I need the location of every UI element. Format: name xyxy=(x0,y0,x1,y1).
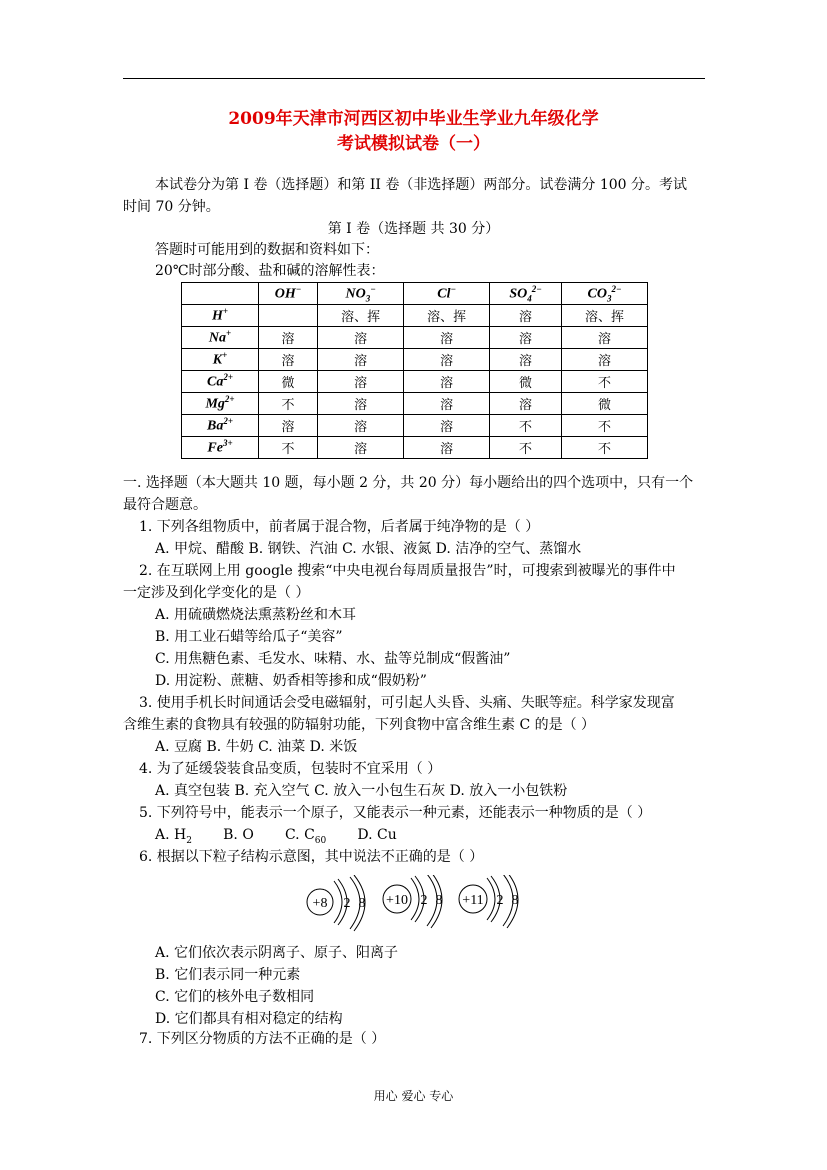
q5-options xyxy=(155,826,397,850)
q2-stem-1: 2. 在互联网上用 google 搜索“中央电视台每周质量报告”时，可搜索到被曝光的事件中 xyxy=(139,563,676,579)
table-cell: 溶 xyxy=(318,415,404,437)
table-cell: 溶 xyxy=(318,371,404,393)
atom-1-nucleus: +8 xyxy=(312,896,328,911)
column-header-anion: Cl− xyxy=(404,283,490,305)
table-cell: 溶 xyxy=(404,327,490,349)
intro-line-1: 本试卷分为第 I 卷（选择题）和第 II 卷（非选择题）两部分。试卷满分 100 分。考试 xyxy=(155,177,688,193)
column-header-anion: $NO_3^-$ xyxy=(318,283,404,305)
atom-2-shell-1: 2 xyxy=(420,893,428,908)
table-corner-cell xyxy=(182,283,259,305)
table-cell: 不 xyxy=(490,415,562,437)
row-header-cation: $Ba^{2+}$ xyxy=(182,415,259,437)
section1-line-1: 一. 选择题（本大题共 10 题，每小题 2 分，共 20 分）每小题给出的四个选项中，只有一个 xyxy=(123,475,694,491)
table-cell: 溶 xyxy=(561,349,647,371)
atom-1-shell-2: 8 xyxy=(358,896,366,911)
column-header-anion: $CO_3^{2-}$ xyxy=(561,283,647,305)
table-cell: 溶、挥 xyxy=(404,305,490,327)
table-row xyxy=(182,393,648,415)
table-cell: 溶 xyxy=(259,415,318,437)
atom-3-shell-1: 2 xyxy=(496,893,504,908)
table-cell: 溶、挥 xyxy=(318,305,404,327)
solubility-table xyxy=(181,282,648,459)
q6-option-d: D. 它们都具有相对稳定的结构 xyxy=(155,1011,343,1027)
table-row xyxy=(182,349,648,371)
q4-stem: 4. 为了延缓袋装食品变质，包装时不宜采用（ ） xyxy=(139,761,442,777)
page-subtitle: 考试模拟试卷（一） xyxy=(337,134,490,154)
table-caption: 20℃时部分酸、盐和碱的溶解性表： xyxy=(155,263,385,279)
atom-diagram-2 xyxy=(383,875,443,928)
row-header-cation: Na+ xyxy=(182,327,259,349)
table-cell: 溶 xyxy=(404,415,490,437)
table-cell: 溶 xyxy=(318,327,404,349)
table-cell: 不 xyxy=(490,437,562,459)
table-cell: 溶 xyxy=(404,371,490,393)
row-header-cation: K+ xyxy=(182,349,259,371)
q6-option-c: C. 它们的核外电子数相同 xyxy=(155,989,315,1005)
table-cell: 溶 xyxy=(404,349,490,371)
column-header-anion: $SO_4^{2-}$ xyxy=(490,283,562,305)
row-header-cation: $Ca^{2+}$ xyxy=(182,371,259,393)
table-cell: 溶 xyxy=(490,327,562,349)
table-row xyxy=(182,305,648,327)
table-cell: 溶 xyxy=(259,349,318,371)
q1-options: A. 甲烷、醋酸 B. 钢铁、汽油 C. 水银、液氮 D. 洁净的空气、蒸馏水 xyxy=(155,541,582,557)
table-row xyxy=(182,437,648,459)
q6-option-a: A. 它们依次表示阴离子、原子、阳离子 xyxy=(155,945,399,961)
q2-option-b: B. 用工业石蜡等给瓜子“美容” xyxy=(155,629,343,645)
table-row xyxy=(182,327,648,349)
table-cell xyxy=(259,305,318,327)
table-cell: 溶 xyxy=(490,393,562,415)
table-cell: 不 xyxy=(259,437,318,459)
atom-3-nucleus: +11 xyxy=(462,893,484,908)
atom-1-shell-1: 2 xyxy=(343,896,351,911)
atom-diagram-1 xyxy=(307,875,366,931)
q2-option-c: C. 用焦糖色素、毛发水、味精、水、盐等兑制成“假酱油” xyxy=(155,651,511,667)
q6-stem: 6. 根据以下粒子结构示意图，其中说法不正确的是（ ） xyxy=(139,849,484,865)
table-cell: 不 xyxy=(561,371,647,393)
atom-diagram-3 xyxy=(459,875,519,928)
table-cell: 微 xyxy=(259,371,318,393)
row-header-cation: H+ xyxy=(182,305,259,327)
section1-line-2: 最符合题意。 xyxy=(123,497,207,513)
table-row xyxy=(182,415,648,437)
table-cell: 溶 xyxy=(561,327,647,349)
part1-heading: 第 I 卷（选择题 共 30 分） xyxy=(327,221,500,237)
q5-option-c: C. $C_{60}$ xyxy=(284,827,327,846)
atom-2-shell-2: 8 xyxy=(435,893,443,908)
table-cell: 不 xyxy=(259,393,318,415)
q5-option-d: D. Cu xyxy=(357,827,397,843)
q6-option-b: B. 它们表示同一种元素 xyxy=(155,967,301,983)
q5-option-a: A. $H_2$ xyxy=(155,827,192,846)
q5-option-b: B. O xyxy=(223,827,254,843)
table-header-row xyxy=(182,283,648,305)
column-header-anion: OH− xyxy=(259,283,318,305)
table-cell: 不 xyxy=(561,415,647,437)
table-cell: 溶 xyxy=(490,305,562,327)
table-cell: 溶 xyxy=(490,349,562,371)
atomic-structure-diagrams xyxy=(300,875,540,935)
q2-option-d: D. 用淀粉、蔗糖、奶香相等掺和成“假奶粉” xyxy=(155,673,427,689)
page-title: 2009年天津市河西区初中毕业生学业九年级化学 xyxy=(228,109,599,129)
table-cell: 微 xyxy=(490,371,562,393)
page-footer: 用心 爱心 专心 xyxy=(373,1089,454,1103)
q4-options: A. 真空包装 B. 充入空气 C. 放入一小包生石灰 D. 放入一小包铁粉 xyxy=(155,783,568,799)
table-cell: 微 xyxy=(561,393,647,415)
table-cell: 不 xyxy=(561,437,647,459)
q1-stem: 1. 下列各组物质中，前者属于混合物，后者属于纯净物的是（ ） xyxy=(139,519,540,535)
data-note: 答题时可能用到的数据和资料如下： xyxy=(155,242,379,258)
table-cell: 溶、挥 xyxy=(561,305,647,327)
table-cell: 溶 xyxy=(318,437,404,459)
q3-stem-2: 含维生素的食物具有较强的防辐射功能，下列食物中富含维生素 C 的是（ ） xyxy=(123,717,596,733)
atom-2-nucleus: +10 xyxy=(386,893,408,908)
q5-stem: 5. 下列符号中，能表示一个原子，又能表示一种元素，还能表示一种物质的是（ ） xyxy=(139,805,652,821)
q2-option-a: A. 用硫磺燃烧法熏蒸粉丝和木耳 xyxy=(155,607,357,623)
table-cell: 溶 xyxy=(259,327,318,349)
row-header-cation: $Mg^{2+}$ xyxy=(182,393,259,415)
top-rule xyxy=(123,78,705,79)
table-cell: 溶 xyxy=(404,393,490,415)
row-header-cation: $Fe^{3+}$ xyxy=(182,437,259,459)
intro-line-2: 时间 70 分钟。 xyxy=(123,199,220,215)
q3-stem-1: 3. 使用手机长时间通话会受电磁辐射，可引起人头昏、头痛、失眠等症。科学家发现富 xyxy=(139,695,675,711)
table-cell: 溶 xyxy=(318,393,404,415)
table-row xyxy=(182,371,648,393)
table-cell: 溶 xyxy=(404,437,490,459)
q7-stem: 7. 下列区分物质的方法不正确的是（ ） xyxy=(139,1031,386,1047)
q3-options: A. 豆腐 B. 牛奶 C. 油菜 D. 米饭 xyxy=(155,739,358,755)
q2-stem-2: 一定涉及到化学变化的是（ ） xyxy=(123,585,310,601)
table-cell: 溶 xyxy=(318,349,404,371)
atom-3-shell-2: 8 xyxy=(511,893,519,908)
